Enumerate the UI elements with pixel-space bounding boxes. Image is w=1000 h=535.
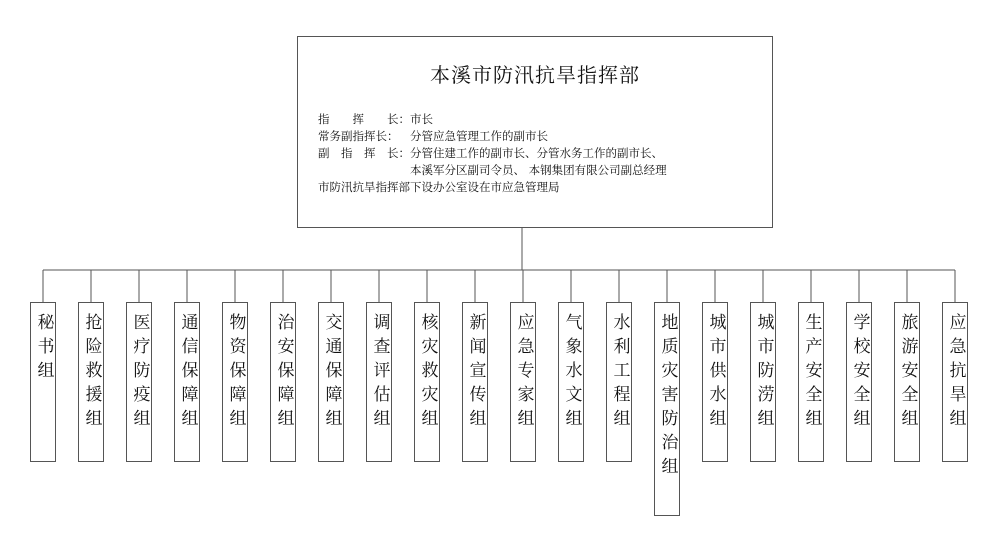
deputy-label: 副 指 挥 长： bbox=[318, 146, 410, 160]
drop-lines bbox=[43, 270, 955, 302]
group-box bbox=[318, 302, 344, 462]
group-box bbox=[510, 302, 536, 462]
group-box bbox=[462, 302, 488, 462]
group-box bbox=[174, 302, 200, 462]
group-box bbox=[702, 302, 728, 462]
group-box bbox=[846, 302, 872, 462]
group-label: 应急抗旱组 bbox=[945, 313, 966, 433]
group-box bbox=[654, 302, 680, 516]
group-label: 调查评估组 bbox=[369, 313, 390, 433]
group-box bbox=[222, 302, 248, 462]
group-label: 旅游安全组 bbox=[897, 313, 918, 433]
group-label: 城市防涝组 bbox=[753, 313, 774, 433]
group-label: 核灾救灾组 bbox=[417, 313, 438, 433]
group-box bbox=[414, 302, 440, 462]
executive-deputy-label: 常务副指挥长： bbox=[318, 129, 399, 143]
group-label: 治安保障组 bbox=[273, 313, 294, 433]
headquarters-title: 本溪市防汛抗旱指挥部 bbox=[430, 63, 640, 87]
group-label: 气象水文组 bbox=[561, 313, 582, 433]
group-box bbox=[798, 302, 824, 462]
group-box bbox=[606, 302, 632, 462]
commander-label: 指 挥 长： bbox=[318, 112, 410, 126]
group-label: 新闻宣传组 bbox=[465, 313, 486, 433]
group-label: 地质灾害防治组 bbox=[657, 313, 678, 481]
group-label: 应急专家组 bbox=[513, 313, 534, 433]
deputy-continuation: 本溪军分区副司令员、 本钢集团有限公司副总经理 bbox=[410, 163, 667, 177]
group-label: 物资保障组 bbox=[225, 313, 246, 433]
group-box bbox=[750, 302, 776, 462]
group-box bbox=[270, 302, 296, 462]
group-box bbox=[126, 302, 152, 462]
deputy-value: 分管住建工作的副市长、分管水务工作的副市长、 bbox=[410, 146, 663, 160]
group-box bbox=[78, 302, 104, 462]
group-label: 学校安全组 bbox=[849, 313, 870, 433]
office-note: 市防汛抗旱指挥部下设办公室设在市应急管理局 bbox=[318, 180, 560, 194]
group-box bbox=[942, 302, 968, 462]
group-label: 医疗防疫组 bbox=[129, 313, 150, 433]
group-box bbox=[366, 302, 392, 462]
group-label: 秘书组 bbox=[33, 313, 54, 385]
commander-value: 市长 bbox=[410, 112, 433, 126]
group-box bbox=[558, 302, 584, 462]
group-label: 水利工程组 bbox=[609, 313, 630, 433]
group-box bbox=[30, 302, 56, 462]
group-label: 生产安全组 bbox=[801, 313, 822, 433]
group-box bbox=[894, 302, 920, 462]
group-label: 城市供水组 bbox=[705, 313, 726, 433]
group-label: 通信保障组 bbox=[177, 313, 198, 433]
executive-deputy-value: 分管应急管理工作的副市长 bbox=[410, 129, 548, 143]
group-label: 抢险救援组 bbox=[81, 313, 102, 433]
group-label: 交通保障组 bbox=[321, 313, 342, 433]
